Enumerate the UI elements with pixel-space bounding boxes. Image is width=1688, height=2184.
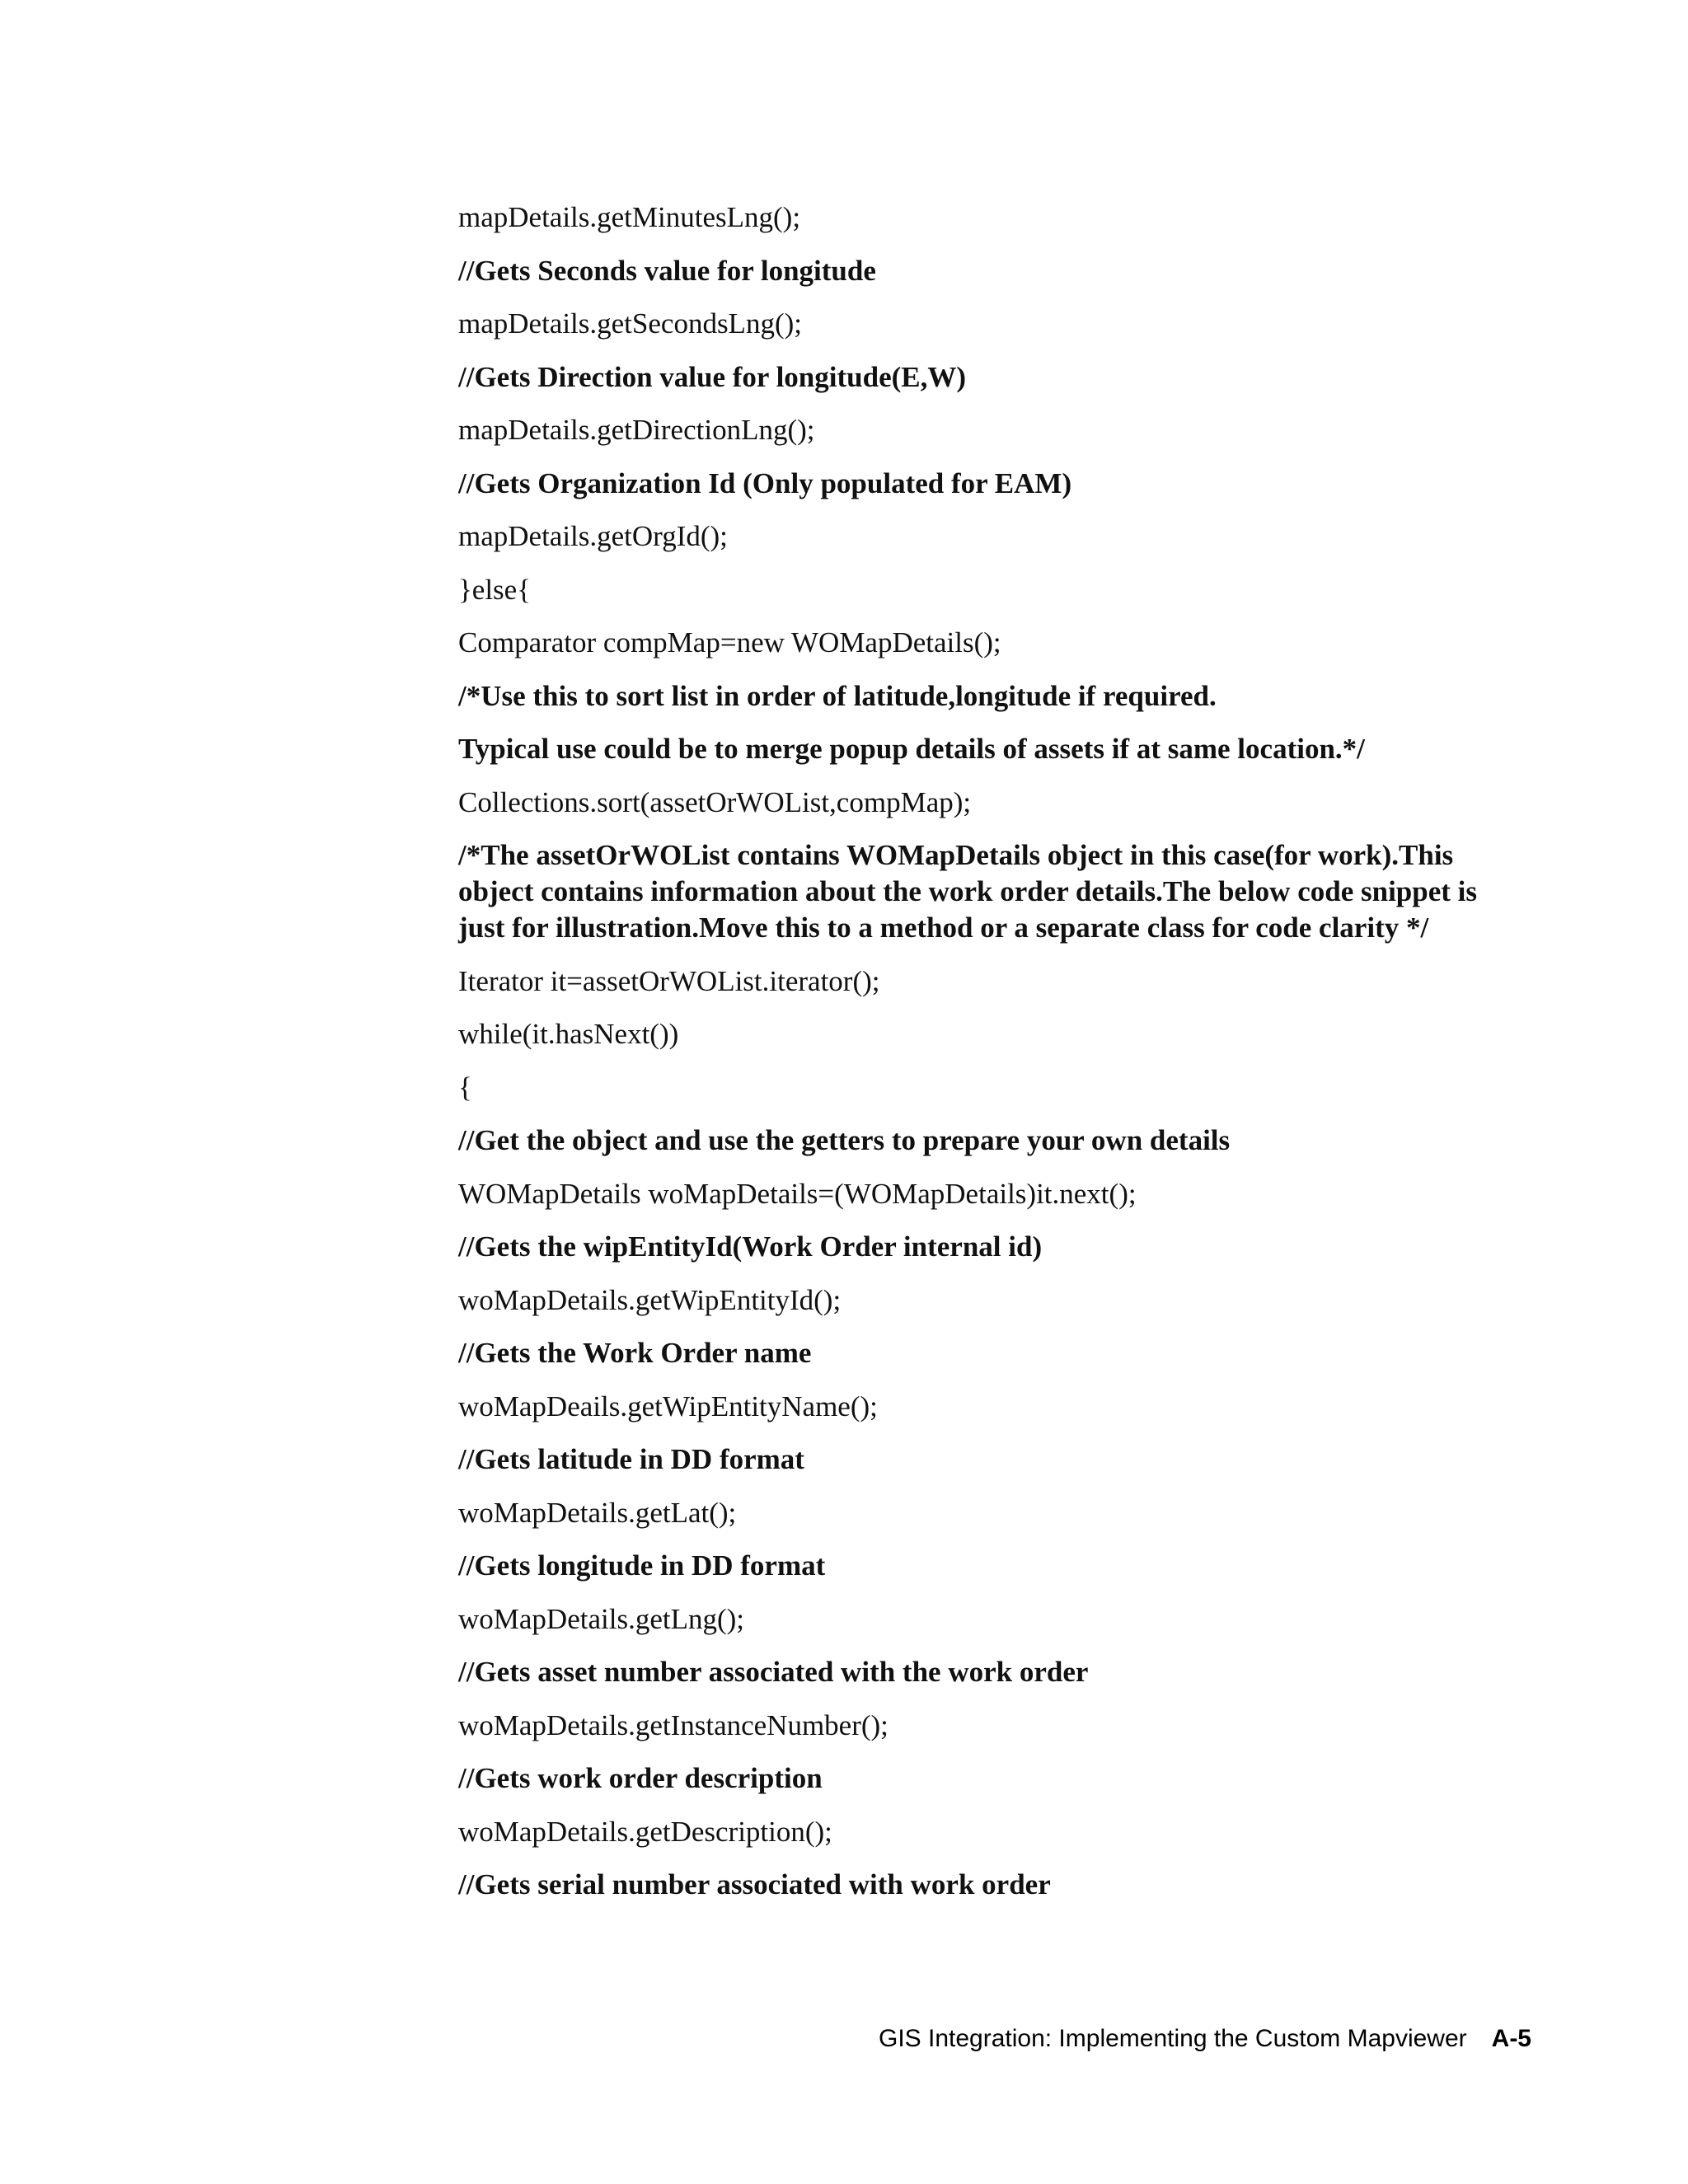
comment-line: //Gets the wipEntityId(Work Order internal id)	[458, 1230, 1043, 1263]
code-line: woMapDeails.getWipEntityName();	[458, 1390, 878, 1422]
code-line: {	[458, 1071, 472, 1104]
comment-line: //Gets longitude in DD format	[458, 1549, 826, 1582]
comment-line: //Gets work order description	[458, 1762, 823, 1794]
comment-line: //Gets serial number associated with work order	[458, 1868, 1051, 1900]
code-line: mapDetails.getOrgId();	[458, 520, 728, 552]
code-line: woMapDetails.getLat();	[458, 1496, 737, 1529]
code-line: mapDetails.getDirectionLng();	[458, 414, 815, 446]
code-line: }else{	[458, 573, 532, 606]
code-line: woMapDetails.getLng();	[458, 1602, 744, 1635]
code-listing	[458, 199, 1530, 1920]
code-line: mapDetails.getSecondsLng();	[458, 307, 802, 340]
comment-line: Typical use could be to merge popup details of assets if at same location.*/	[458, 733, 1365, 765]
comment-line: //Get the object and use the getters to prepare your own details	[458, 1124, 1231, 1156]
code-line: woMapDetails.getDescription();	[458, 1815, 832, 1848]
comment-line: //Gets Organization Id (Only populated for EAM)	[458, 466, 1072, 499]
comment-line: //Gets the Work Order name	[458, 1337, 812, 1369]
comment-line: //Gets asset number associated with the work order	[458, 1656, 1089, 1688]
page-number: A-5	[1491, 2025, 1531, 2052]
code-line: mapDetails.getMinutesLng();	[458, 201, 801, 233]
code-line: Collections.sort(assetOrWOList,compMap);	[458, 785, 972, 818]
code-line: woMapDetails.getWipEntityId();	[458, 1283, 842, 1316]
code-line: Iterator it=assetOrWOList.iterator();	[458, 964, 880, 997]
comment-line: //Gets Seconds value for longitude	[458, 254, 876, 287]
code-line: while(it.hasNext())	[458, 1018, 679, 1050]
comment-line: //Gets Direction value for longitude(E,W)	[458, 360, 967, 393]
code-line: woMapDetails.getInstanceNumber();	[458, 1708, 889, 1741]
footer-title: GIS Integration: Implementing the Custom Mapviewer	[878, 2025, 1467, 2052]
code-line: WOMapDetails woMapDetails=(WOMapDetails)it.next();	[458, 1177, 1137, 1210]
code-line: Comparator compMap=new WOMapDetails();	[458, 626, 1001, 658]
comment-line: //Gets latitude in DD format	[458, 1443, 804, 1475]
comment-line: /*Use this to sort list in order of latitude,longitude if required.	[458, 679, 1217, 712]
page-footer	[879, 2024, 1531, 2054]
comment-block: /*The assetOrWOList contains WOMapDetails object in this case(for work).This object contains information about the work order details.The below code snippet is just for illustration.Move this to a method or a separate class for code clarity */	[458, 839, 1478, 944]
